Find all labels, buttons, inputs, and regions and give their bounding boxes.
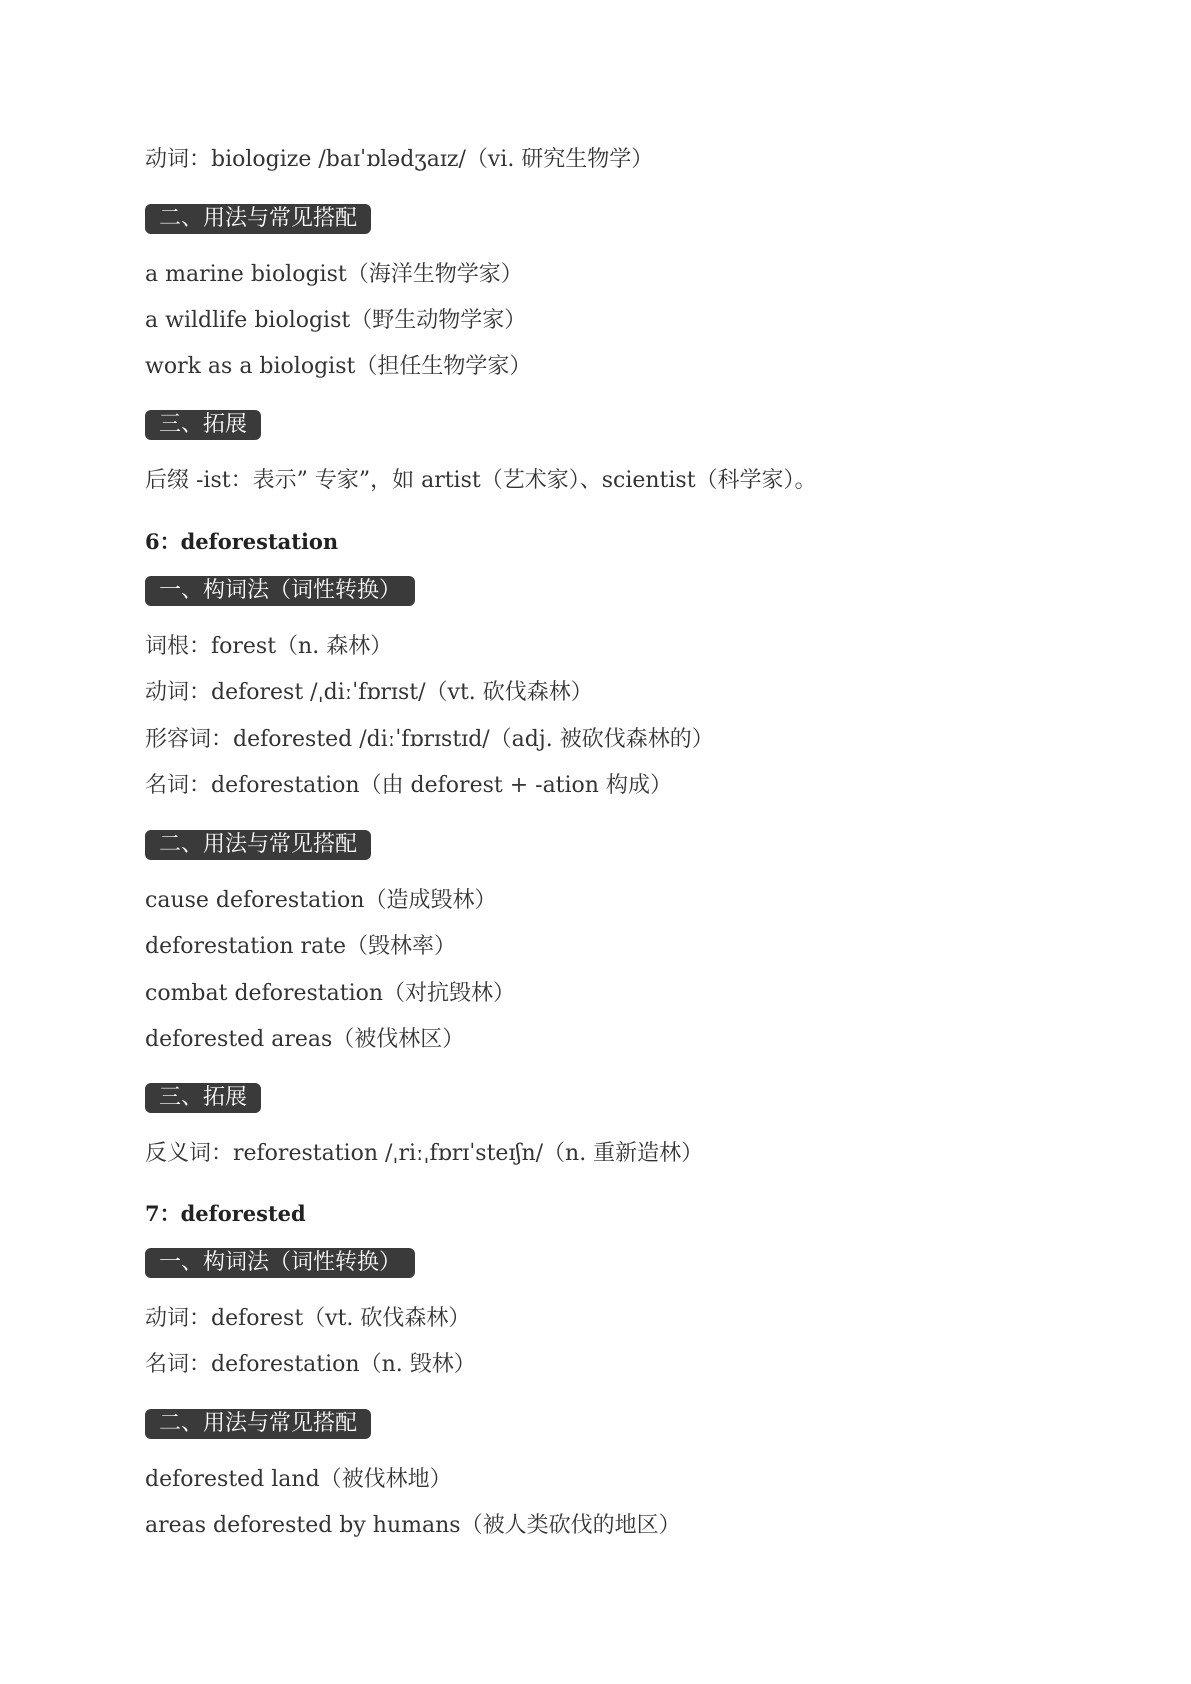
entry-heading-deforested: 7：deforested [145,1201,306,1226]
collocation-item: areas deforested by humans（被人类砍伐的地区） [145,1513,681,1538]
collocation-item: cause deforestation（造成毁林） [145,888,497,913]
section-pill-word-formation: 一、构词法（词性转换） [145,1248,415,1278]
collocation-item: a wildlife biologist（野生动物学家） [145,308,527,333]
collocation-item: work as a biologist（担任生物学家） [145,354,532,379]
entry-heading-deforestation: 6：deforestation [145,529,339,554]
word-form-line: 名词：deforestation（n. 毁林） [145,1352,476,1377]
collocation-item: deforested land（被伐林地） [145,1467,452,1492]
section-pill-usage: 二、用法与常见搭配 [145,830,371,860]
word-form-line: 形容词：deforested /diːˈfɒrɪstɪd/（adj. 被砍伐森林的） [145,727,714,752]
word-form-line: 名词：deforestation（由 deforest + -ation 构成） [145,773,672,798]
section-pill-word-formation: 一、构词法（词性转换） [145,576,415,606]
collocation-item: deforested areas（被伐林区） [145,1027,465,1052]
word-form-line: 动词：deforest（vt. 砍伐森林） [145,1306,471,1331]
antonym-line: 反义词：reforestation /ˌriːˌfɒrɪˈsteɪʃn/（n. 重新造林） [145,1141,704,1166]
suffix-note-line: 后缀 -ist：表示” 专家”，如 artist（艺术家）、scientist（科学家）。 [145,468,817,493]
collocation-item: a marine biologist（海洋生物学家） [145,262,523,287]
word-form-line: 动词：deforest /ˌdiːˈfɒrɪst/（vt. 砍伐森林） [145,680,593,705]
section-pill-extension: 三、拓展 [145,410,261,440]
collocation-item: combat deforestation（对抗毁林） [145,981,516,1006]
verb-biologize-line: 动词：biologize /baɪˈɒlədʒaɪz/（vi. 研究生物学） [145,147,654,172]
section-pill-usage: 二、用法与常见搭配 [145,1409,371,1439]
word-form-line: 词根：forest（n. 森林） [145,634,393,659]
section-pill-extension: 三、拓展 [145,1083,261,1113]
section-pill-usage: 二、用法与常见搭配 [145,204,371,234]
collocation-item: deforestation rate（毁林率） [145,934,457,959]
